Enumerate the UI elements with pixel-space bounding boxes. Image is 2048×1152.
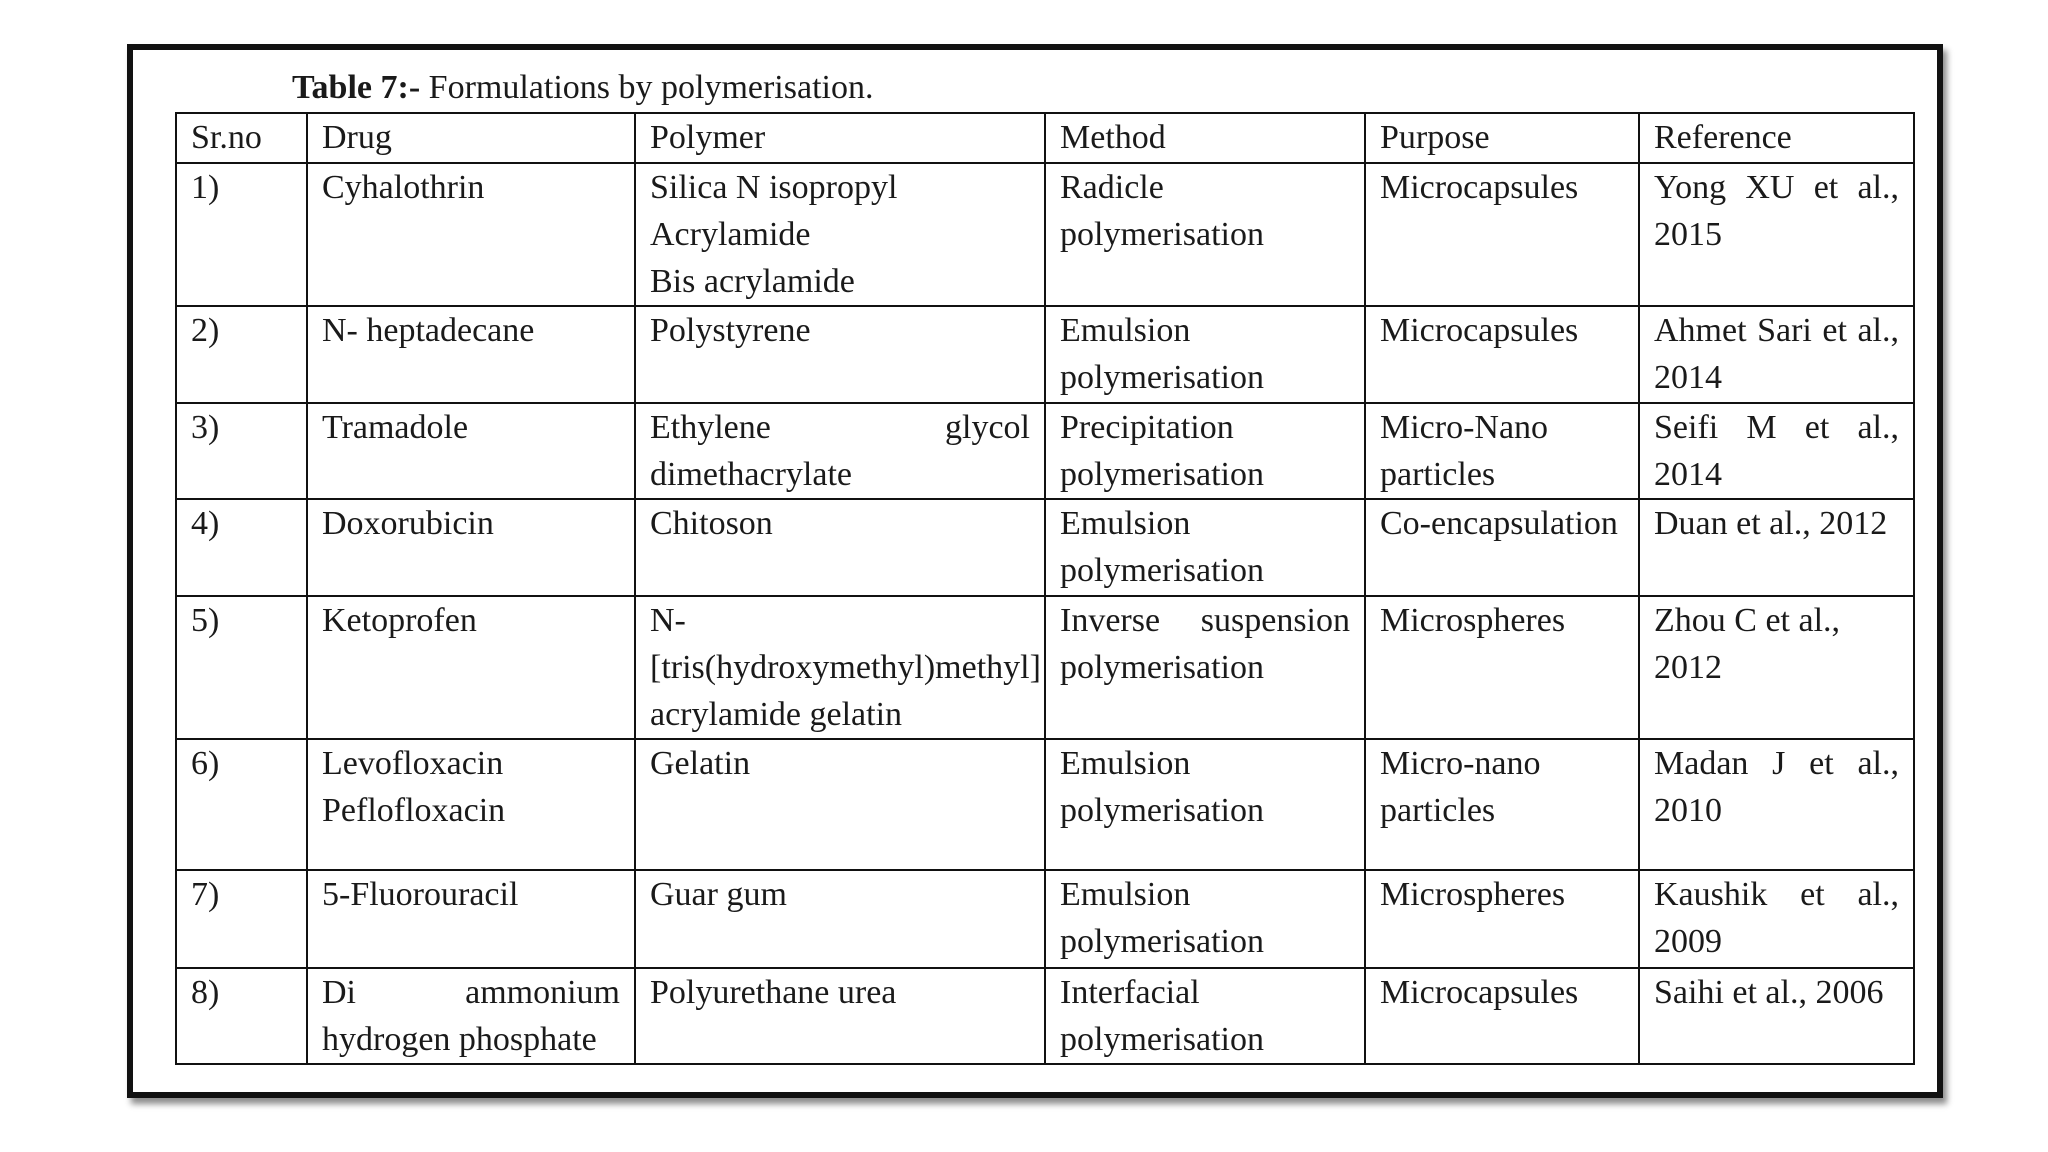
cell-method [1045,870,1365,968]
table-header-row [176,113,1914,163]
cell-drug [307,163,635,306]
cell-method [1045,739,1365,870]
cell-purpose [1365,403,1639,499]
table-row [176,163,1914,306]
cell-drug [307,403,635,499]
cell-line: Inverse suspension [1060,602,1350,639]
cell-line: Yong XU et al., [1654,169,1899,206]
table-caption-label: Table 7:- [292,69,421,106]
cell-line: hydrogen phosphate [322,1021,597,1058]
cell-drug [307,739,635,870]
cell-drug [307,596,635,739]
cell-purpose [1365,306,1639,403]
cell-line: Ketoprofen [322,602,477,639]
cell-purpose [1365,596,1639,739]
table-row [176,499,1914,596]
header-drug: Drug [307,113,635,163]
cell-line: Interfacial [1060,974,1200,1011]
cell-reference [1639,306,1914,403]
cell-line: Radicle [1060,169,1164,206]
cell-line: 2014 [1654,456,1722,493]
cell-line: Co-encapsulation [1380,505,1618,542]
cell-line: polymerisation [1060,552,1264,589]
cell-purpose [1365,739,1639,870]
header-purpose: Purpose [1365,113,1639,163]
cell-method [1045,596,1365,739]
table-row [176,403,1914,499]
cell-line: Silica N isopropyl [650,169,898,206]
cell-line: N- [650,602,686,639]
header-sr-no: Sr.no [176,113,307,163]
cell-line: polymerisation [1060,216,1264,253]
cell-line: particles [1380,792,1496,829]
cell-line: Saihi et al., 2006 [1654,974,1884,1011]
cell-line: Zhou C et al., [1654,602,1841,639]
cell-method [1045,306,1365,403]
cell-sr-no: 7) [176,870,307,968]
cell-sr-no: 3) [176,403,307,499]
cell-reference [1639,968,1914,1064]
table-body [176,163,1914,1064]
cell-line: Microcapsules [1380,974,1579,1011]
cell-polymer [635,739,1045,870]
cell-line: Polyurethane urea [650,974,897,1011]
cell-line: dimethacrylate [650,456,853,493]
cell-polymer [635,499,1045,596]
cell-purpose [1365,968,1639,1064]
table-row [176,739,1914,870]
cell-line: Di ammonium [322,974,620,1011]
cell-line: Microcapsules [1380,169,1579,206]
cell-line: particles [1380,456,1496,493]
cell-sr-no: 2) [176,306,307,403]
table-row [176,306,1914,403]
table-caption [292,66,873,110]
cell-polymer [635,968,1045,1064]
cell-line: Acrylamide [650,216,811,253]
cell-line: Emulsion [1060,745,1191,782]
cell-line: 2010 [1654,792,1722,829]
cell-line: Madan J et al., [1654,745,1899,782]
cell-polymer [635,403,1045,499]
cell-method [1045,403,1365,499]
cell-line: Ethylene glycol [650,409,1030,446]
table-row [176,968,1914,1064]
cell-line: 2012 [1654,649,1722,686]
cell-line: Seifi M et al., [1654,409,1899,446]
cell-line: Micro-Nano [1380,409,1549,446]
cell-line: Ahmet Sari et al., [1654,312,1899,349]
cell-sr-no: 6) [176,739,307,870]
cell-purpose [1365,870,1639,968]
cell-line: Bis acrylamide [650,263,855,300]
cell-sr-no: 4) [176,499,307,596]
cell-line: Guar gum [650,876,787,913]
cell-drug [307,306,635,403]
cell-purpose [1365,163,1639,306]
header-polymer: Polymer [635,113,1045,163]
header-reference: Reference [1639,113,1914,163]
cell-sr-no: 8) [176,968,307,1064]
cell-polymer [635,596,1045,739]
cell-sr-no: 5) [176,596,307,739]
cell-reference [1639,403,1914,499]
cell-line: Cyhalothrin [322,169,485,206]
cell-reference [1639,163,1914,306]
cell-polymer [635,163,1045,306]
formulations-table [175,112,1915,1065]
cell-sr-no: 1) [176,163,307,306]
cell-method [1045,968,1365,1064]
cell-line: Emulsion [1060,312,1191,349]
cell-reference [1639,739,1914,870]
table-row [176,870,1914,968]
cell-line: polymerisation [1060,1021,1264,1058]
cell-line: [tris(hydroxymethyl)methyl] [650,649,1041,686]
cell-line: Kaushik et al., [1654,876,1899,913]
cell-line: polymerisation [1060,649,1264,686]
table-caption-text: Formulations by polymerisation. [420,69,874,106]
cell-line: Microspheres [1380,876,1566,913]
cell-drug [307,499,635,596]
cell-line: Microspheres [1380,602,1566,639]
cell-reference [1639,499,1914,596]
cell-line: 2009 [1654,923,1722,960]
cell-line: Levofloxacin [322,745,504,782]
cell-line: Doxorubicin [322,505,494,542]
cell-line: polymerisation [1060,359,1264,396]
cell-line: Micro-nano [1380,745,1541,782]
cell-line: Tramadole [322,409,469,446]
cell-line: polymerisation [1060,792,1264,829]
cell-line: polymerisation [1060,456,1264,493]
cell-method [1045,499,1365,596]
cell-line: 5-Fluorouracil [322,876,519,913]
cell-drug [307,968,635,1064]
cell-line: Duan et al., 2012 [1654,505,1888,542]
header-method: Method [1045,113,1365,163]
cell-line: Microcapsules [1380,312,1579,349]
cell-line: Emulsion [1060,505,1191,542]
cell-drug [307,870,635,968]
cell-line: Peflofloxacin [322,792,506,829]
cell-polymer [635,870,1045,968]
cell-line: 2014 [1654,359,1722,396]
cell-line: Chitoson [650,505,773,542]
cell-polymer [635,306,1045,403]
cell-line: Polystyrene [650,312,811,349]
cell-line: Gelatin [650,745,751,782]
cell-purpose [1365,499,1639,596]
cell-reference [1639,870,1914,968]
cell-line: N- heptadecane [322,312,535,349]
cell-reference [1639,596,1914,739]
cell-line: 2015 [1654,216,1722,253]
cell-line: Precipitation [1060,409,1234,446]
cell-method [1045,163,1365,306]
cell-line: polymerisation [1060,923,1264,960]
cell-line: acrylamide gelatin [650,696,903,733]
cell-line: Emulsion [1060,876,1191,913]
table-row [176,596,1914,739]
